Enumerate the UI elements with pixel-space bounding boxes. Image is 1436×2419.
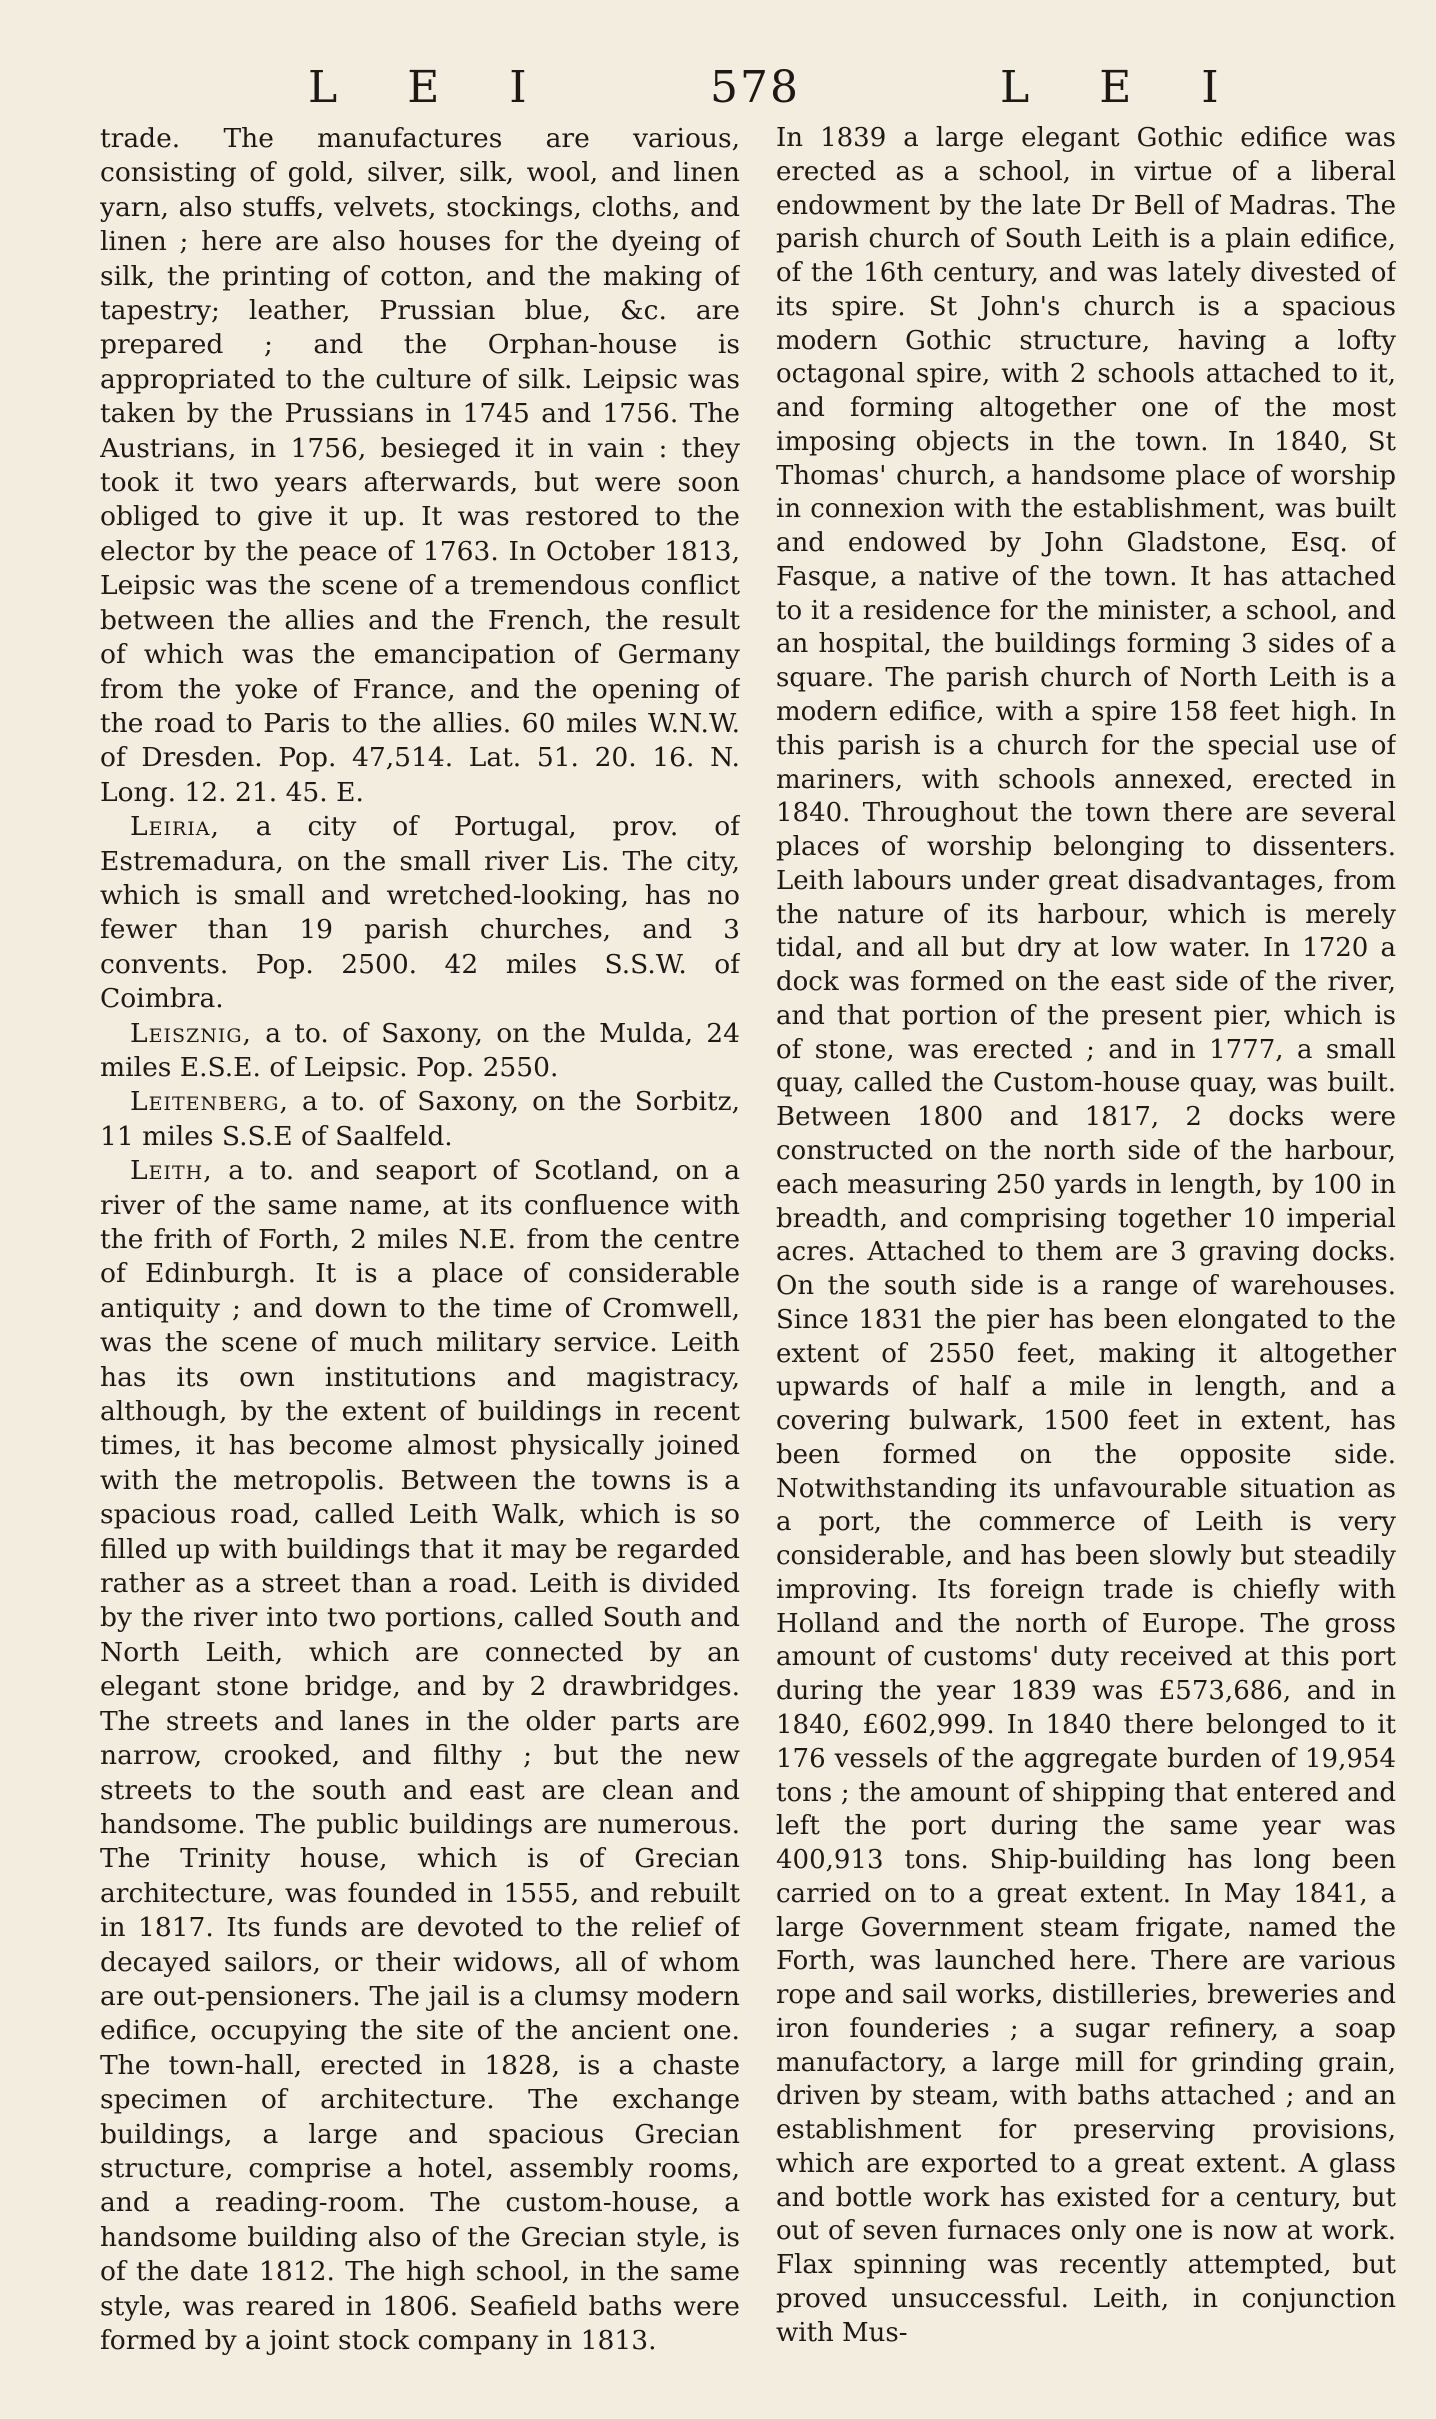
entry-headword: Leith,	[130, 1155, 213, 1187]
entry-text: a to. of Saxony, on the Sorbitz, 11 miles S.S.E of Saalfeld.	[100, 1086, 740, 1152]
entry-leith	[100, 1154, 740, 2358]
left-column	[100, 122, 740, 2402]
continued-entry-text: In 1839 a large elegant Gothic edifice was erected as a school, in virtue of a liberal endowment by the late Dr Bell of Madras. The parish church of South Leith is a plain edifice, of the 16th century, and was lately divested of its spire. St John's church is a spacious modern Gothic structure, having a lofty octagonal spire, with 2 schools attached to it, and forming altogether one of the most imposing objects in the town. In 1840, St Thomas' church, a handsome place of worship in connexion with the establishment, was built and endowed by John Gladstone, Esq. of Fasque, a native of the town. It has attached to it a residence for the minister, a school, and an hospital, the buildings forming 3 sides of a square. The parish church of North Leith is a modern edifice, with a spire 158 feet high. In this parish is a church for the special use of mariners, with schools annexed, erected in 1840. Throughout the town there are several places of worship belonging to dissenters. Leith labours under great disadvantages, from the nature of its harbour, which is merely tidal, and all but dry at low water. In 1720 a dock was formed on the east side of the river, and that portion of the present pier, which is of stone, was erected ; and in 1777, a small quay, called the Custom-house quay, was built. Between 1800 and 1817, 2 docks were constructed on the north side of the harbour, each measuring 250 yards in length, by 100 in breadth, and comprising together 10 imperial acres. Attached to them are 3 graving docks. On the south side is a range of warehouses. Since 1831 the pier has been elongated to the extent of 2550 feet, making it altogether upwards of half a mile in length, and a covering bulwark, 1500 feet in extent, has been formed on the opposite side. Notwithstanding its unfavourable situation as a port, the commerce of Leith is very considerable, and has been slowly but steadily improving. Its foreign trade is chiefly with Holland and the north of Europe. The gross amount of customs' duty received at this port during the year 1839 was £573,686, and in 1840, £602,999. In 1840 there belonged to it 176 vessels of the aggregate burden of 19,954 tons ; the amount of shipping that entered and left the port during the same year was 400,913 tons. Ship-building has long been carried on to a great extent. In May 1841, a large Government steam frigate, named the Forth, was launched here. There are various rope and sail works, distilleries, breweries and iron founderies ; a sugar refinery, a soap manufactory, a large mill for grinding grain, driven by steam, with baths attached ; and an establishment for preserving provisions, which are exported to a great extent. A glass and bottle work has existed for a century, but out of seven furnaces only one is now at work. Flax spinning was recently attempted, but proved unsuccessful. Leith, in conjunction with Mus-	[776, 123, 1396, 2348]
header-right-guide-word: L E I	[1000, 62, 1247, 113]
page-number: 578	[710, 62, 800, 113]
entry-text: a to. and seaport of Scotland, on a river of the same name, at its confluence with the frith of Forth, 2 miles N.E. from the centre of Edinburgh. It is a place of considerable antiquity ; and down to the time of Cromwell, was the scene of much military service. Leith has its own institutions and magistracy, although, by the extent of buildings in recent times, it has become almost physically joined with the metropolis. Between the towns is a spacious road, called Leith Walk, which is so filled up with buildings that it may be regarded rather as a street than a road. Leith is divided by the river into two portions, called South and North Leith, which are connected by an elegant stone bridge, and by 2 drawbridges. The streets and lanes in the older parts are narrow, crooked, and filthy ; but the new streets to the south and east are clean and handsome. The public buildings are numerous. The Trinity house, which is of Grecian architecture, was founded in 1555, and rebuilt in 1817. Its funds are devoted to the relief of decayed sailors, or their widows, all of whom are out-pensioners. The jail is a clumsy modern edifice, occupying the site of the ancient one. The town-hall, erected in 1828, is a chaste specimen of architecture. The exchange buildings, a large and spacious Grecian structure, comprise a hotel, assembly rooms, and a reading-room. The custom-house, a handsome building also of the Grecian style, is of the date 1812. The high school, in the same style, was reared in 1806. Seafield baths were formed by a joint stock company in 1813.	[100, 1155, 740, 2356]
header-left-guide-word: L E I	[308, 62, 555, 113]
entry-leiria	[100, 810, 740, 1016]
entry-headword: Leitenberg,	[130, 1086, 289, 1118]
entry-text: a city of Portugal, prov. of Estremadura, on the small river Lis. The city, which is small and wretched-looking, has no fewer than 19 parish churches, and 3 convents. Pop. 2500. 42 miles S.S.W. of Coimbra.	[100, 811, 740, 1015]
continued-entry-text: trade. The manufactures are various, consisting of gold, silver, silk, wool, and linen yarn, also stuffs, velvets, stockings, cloths, and linen ; here are also houses for the dyeing of silk, the printing of cotton, and the making of tapestry; leather, Prussian blue, &c. are prepared ; and the Orphan-house is appropriated to the culture of silk. Leipsic was taken by the Prussians in 1745 and 1756. The Austrians, in 1756, besieged it in vain : they took it two years afterwards, but were soon obliged to give it up. It was restored to the elector by the peace of 1763. In October 1813, Leipsic was the scene of a tremendous conflict between the allies and the French, the result of which was the emancipation of Germany from the yoke of France, and the opening of the road to Paris to the allies. 60 miles W.N.W. of Dresden. Pop. 47,514. Lat. 51. 20. 16. N. Long. 12. 21. 45. E.	[100, 123, 740, 808]
entry-headword: Leisznig,	[130, 1017, 252, 1049]
running-header	[0, 58, 1436, 118]
entry-headword: Leiria,	[130, 811, 220, 843]
right-column	[776, 122, 1396, 2402]
entry-text: a to. of Saxony, on the Mulda, 24 miles E.S.E. of Leipsic. Pop. 2550.	[100, 1017, 740, 1083]
entry-leitenberg	[100, 1085, 740, 1154]
entry-leisznig	[100, 1017, 740, 1086]
